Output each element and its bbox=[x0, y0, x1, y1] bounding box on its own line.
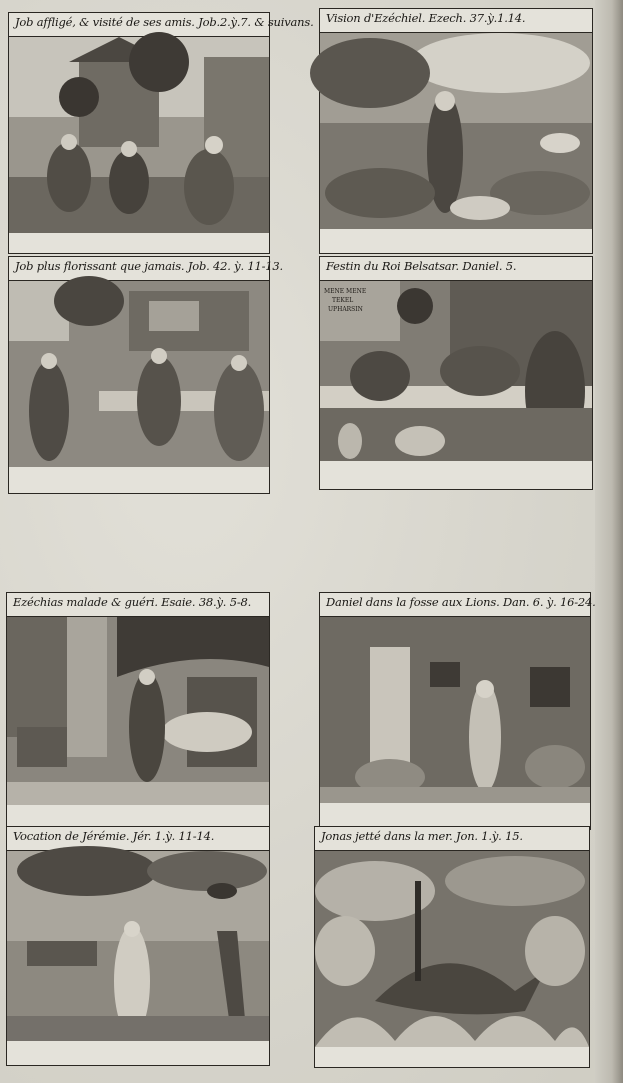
panel-caption: Daniel dans la fosse aux Lions. Dan. 6. ỳ. 16-24. bbox=[320, 593, 590, 617]
engraving-daniel-lions-den bbox=[320, 617, 590, 803]
engraving-jeremiah-calling bbox=[7, 851, 269, 1041]
panel-caption: Vocation de Jérémie. Jér. 1.ỳ. 11-14. bbox=[7, 827, 269, 851]
panel-caption: Vision d'Ezéchiel. Ezech. 37.ỳ.1.14. bbox=[320, 9, 592, 33]
panel-daniel-lions-den bbox=[319, 592, 596, 830]
panel-jonah-thrown bbox=[314, 826, 590, 1068]
panel-caption: Ezéchias malade & guéri. Esaie. 38.ỳ. 5-8. bbox=[7, 593, 269, 617]
engraving-belshazzar-feast bbox=[320, 281, 592, 461]
panel-belshazzar-feast bbox=[319, 256, 593, 490]
panel-hezekiah-sick bbox=[6, 592, 270, 830]
panel-job-prosperous bbox=[8, 256, 283, 494]
panel-job-afflicted bbox=[8, 12, 314, 254]
engraving-jonah-thrown bbox=[315, 851, 589, 1047]
wall-inscription-line-2: TEKEL bbox=[332, 297, 354, 304]
engraving-job-prosperous bbox=[9, 281, 269, 467]
wall-inscription-line-1: MENE MENE bbox=[324, 288, 367, 295]
panel-caption: Job plus florissant que jamais. Job. 42. ỳ. 11-13. bbox=[9, 257, 269, 281]
engraving-ezekiel-vision bbox=[320, 33, 592, 229]
panel-jeremiah-calling bbox=[6, 826, 270, 1066]
page-edge bbox=[595, 0, 623, 1083]
panel-caption: Job affligé, & visité de ses amis. Job.2.ỳ.7. & suivans. bbox=[9, 13, 269, 37]
panel-caption: Jonas jetté dans la mer. Jon. 1.ỳ. 15. bbox=[315, 827, 589, 851]
engraving-hezekiah-sick bbox=[7, 617, 269, 805]
panel-caption: Festin du Roi Belsatsar. Daniel. 5. bbox=[320, 257, 592, 281]
engraving-job-afflicted bbox=[9, 37, 269, 233]
wall-inscription-line-3: UPHARSIN bbox=[328, 306, 363, 313]
panel-ezekiel-vision bbox=[319, 8, 593, 254]
